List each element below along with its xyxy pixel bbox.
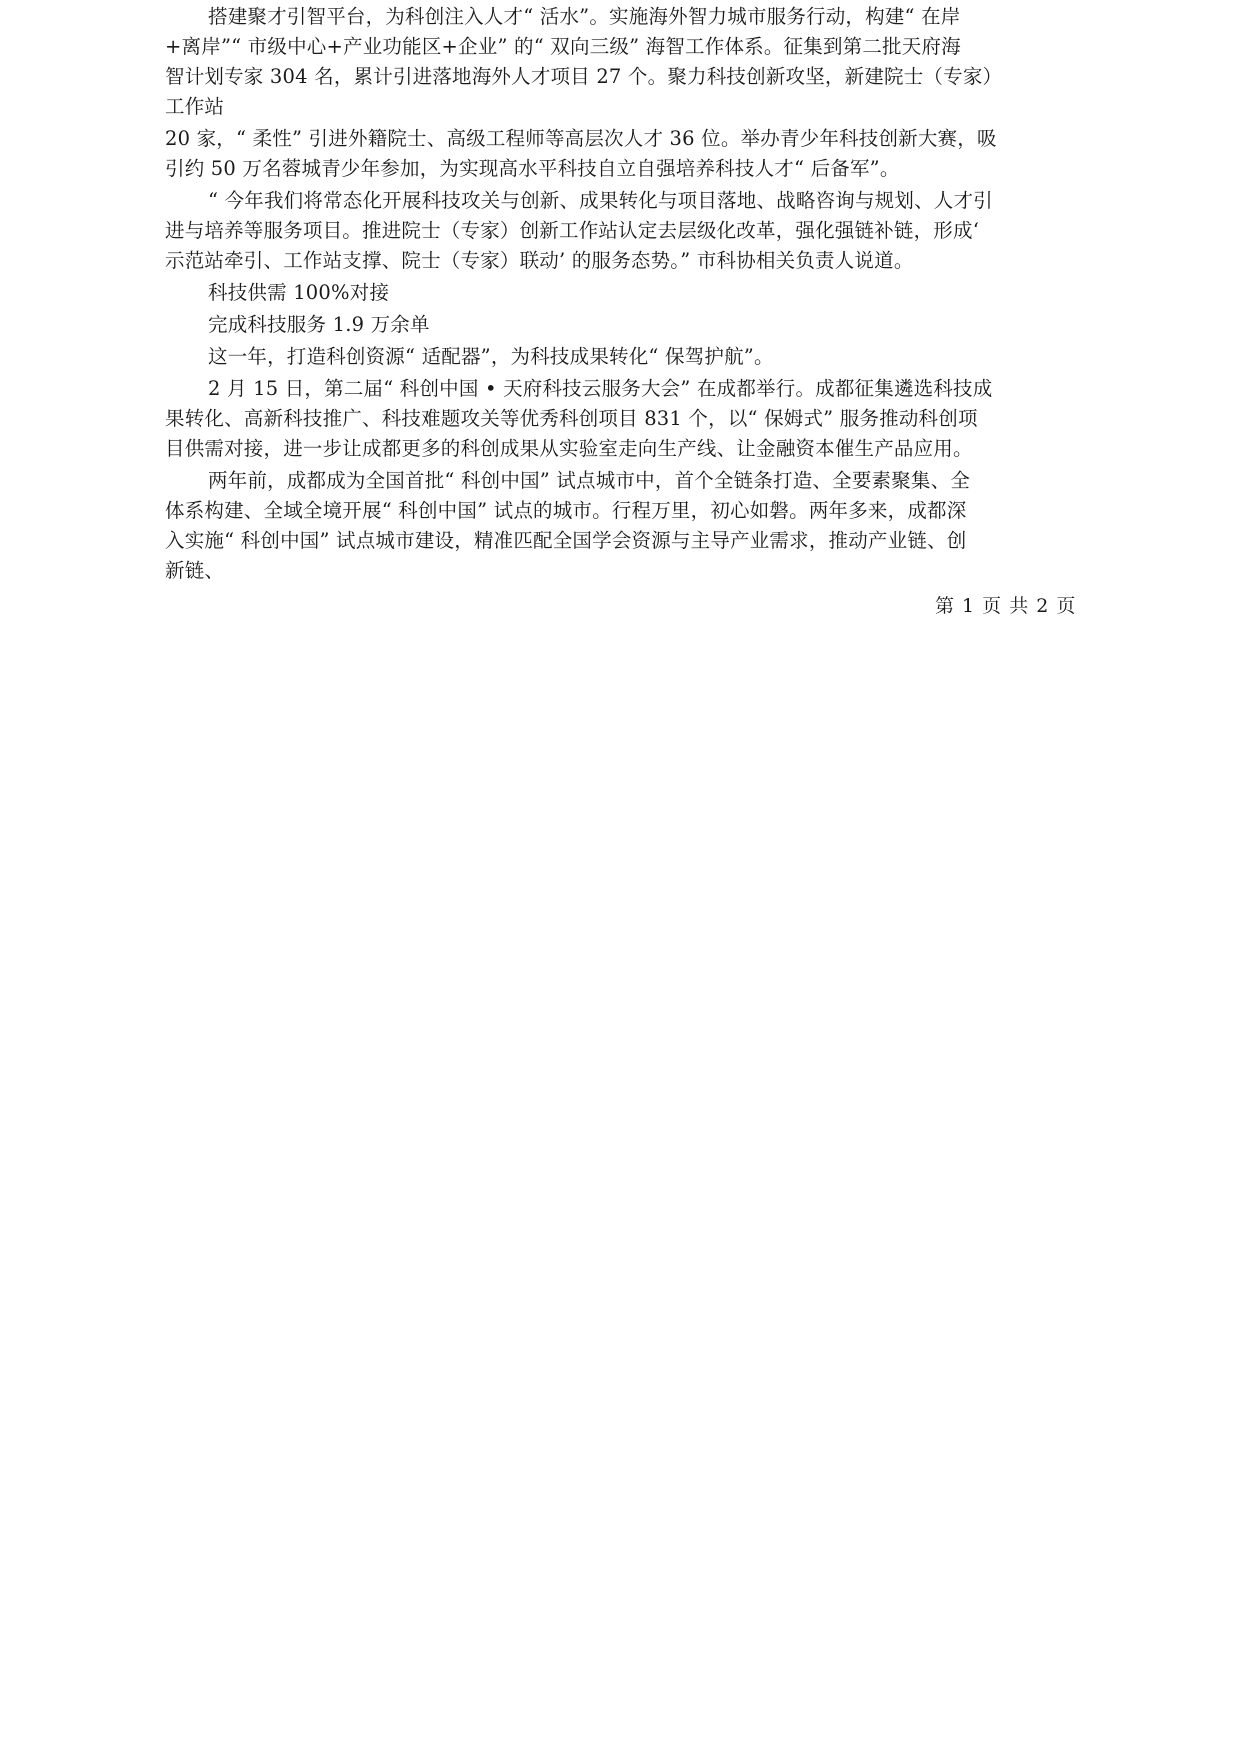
page-number-footer: 第 1 页 共 2 页 xyxy=(935,595,1077,617)
text-line: 果转化、高新科技推广、科技难题攻关等优秀科创项目 831 个，以“ 保姆式” 服务推动科创项 xyxy=(165,407,978,430)
text-line: 两年前，成都成为全国首批“ 科创中国” 试点城市中，首个全链条打造、全要素聚集、全 xyxy=(208,469,971,492)
text-line: +离岸”“ 市级中心+产业功能区+企业” 的“ 双向三级” 海智工作体系。征集到第二批天府海 xyxy=(165,35,961,58)
document-body xyxy=(165,2,1085,586)
text-line: 智计划专家 304 名，累计引进落地海外人才项目 27 个。聚力科技创新攻坚，新建院士（专家） xyxy=(165,65,1003,88)
text-line: 20 家，“ 柔性” 引进外籍院士、高级工程师等高层次人才 36 位。举办青少年科技创新大赛，吸 xyxy=(165,127,997,150)
text-line: 工作站 xyxy=(165,95,225,118)
text-line: 科技供需 100%对接 xyxy=(208,281,390,304)
text-line: 2 月 15 日，第二届“ 科创中国 • 天府科技云服务大会” 在成都举行。成都征集遴选科技成 xyxy=(208,377,993,400)
text-line: 入实施“ 科创中国” 试点城市建设，精准匹配全国学会资源与主导产业需求，推动产业链、创 xyxy=(165,529,967,552)
text-line: 这一年，打造科创资源“ 适配器”，为科技成果转化“ 保驾护航”。 xyxy=(208,345,774,368)
text-line: 目供需对接，进一步让成都更多的科创成果从实验室走向生产线、让金融资本催生产品应用。 xyxy=(165,437,973,460)
text-line: 完成科技服务 1.9 万余单 xyxy=(208,313,430,336)
text-line: 引约 50 万名蓉城青少年参加，为实现高水平科技自立自强培养科技人才“ 后备军”。 xyxy=(165,157,900,180)
text-line: “ 今年我们将常态化开展科技攻关与创新、成果转化与项目落地、战略咨询与规划、人才引 xyxy=(208,189,993,212)
text-line: 示范站牵引、工作站支撑、院士（专家）联动’ 的服务态势。” 市科协相关负责人说道。 xyxy=(165,249,914,272)
text-line: 搭建聚才引智平台，为科创注入人才“ 活水”。实施海外智力城市服务行动，构建“ 在岸 xyxy=(208,5,961,28)
text-line: 进与培养等服务项目。推进院士（专家）创新工作站认定去层级化改革，强化强链补链，形成‘ xyxy=(165,219,980,242)
text-line: 体系构建、全域全境开展“ 科创中国” 试点的城市。行程万里，初心如磐。两年多来，成都深 xyxy=(165,499,967,522)
text-line: 新链、 xyxy=(165,559,225,582)
